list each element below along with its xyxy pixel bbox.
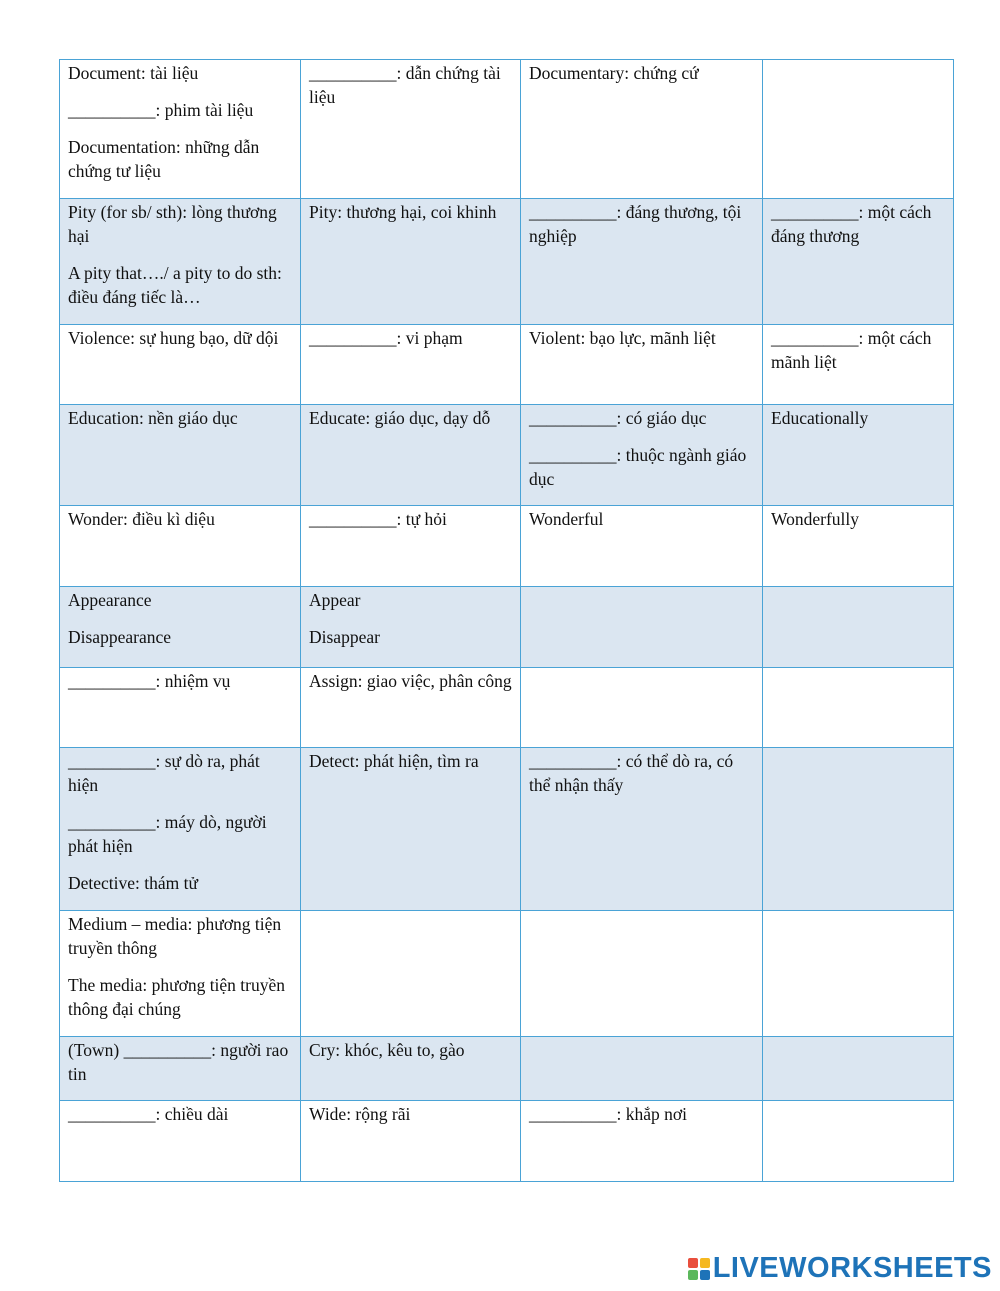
- table-cell: [763, 506, 954, 587]
- logo-text: LIVEWORKSHEETS: [712, 1252, 992, 1284]
- cell-text: Cry: khóc, kêu to, gào: [309, 1040, 465, 1060]
- cell-text: The media: phương tiện truyền thông đại chúng: [68, 975, 286, 1019]
- cell-text: __________: có giáo dục: [529, 408, 707, 428]
- cell-text: Detect: phát hiện, tìm ra: [309, 751, 479, 771]
- table-cell: [763, 199, 954, 325]
- table-row: [60, 405, 954, 506]
- table-row: [60, 587, 954, 668]
- cell-text: __________: thuộc ngành giáo dục: [529, 445, 747, 489]
- table-cell: [521, 199, 763, 325]
- table-row: [60, 748, 954, 911]
- table-cell: [60, 587, 301, 668]
- cell-text: Pity (for sb/ sth): lòng thương hại: [68, 202, 277, 246]
- table-cell: [301, 405, 521, 506]
- table-cell: [301, 668, 521, 748]
- cell-text: __________: máy dò, người phát hiện: [68, 812, 267, 856]
- cell-text: __________: tự hỏi: [309, 509, 447, 529]
- table-cell: [521, 1037, 763, 1101]
- table-cell: [763, 587, 954, 668]
- table-row: [60, 911, 954, 1037]
- cell-text: Wide: rộng rãi: [309, 1104, 411, 1124]
- cell-text: Document: tài liệu: [68, 63, 199, 83]
- logo-box: [700, 1270, 710, 1280]
- table-cell: [521, 587, 763, 668]
- table-row: [60, 325, 954, 405]
- cell-text: Appearance: [68, 590, 152, 610]
- table-cell: [301, 199, 521, 325]
- logo-box: [700, 1258, 710, 1268]
- table-cell: [521, 506, 763, 587]
- cell-text: Documentary: chứng cứ: [529, 63, 699, 83]
- table-row: [60, 668, 954, 748]
- table-row: [60, 506, 954, 587]
- table-cell: [60, 748, 301, 911]
- table-cell: [521, 60, 763, 199]
- cell-text: Education: nền giáo dục: [68, 408, 238, 428]
- table-cell: [60, 506, 301, 587]
- cell-text: __________: khắp nơi: [529, 1104, 687, 1124]
- table-cell: [60, 325, 301, 405]
- table-cell: [763, 748, 954, 911]
- table-cell: [60, 911, 301, 1037]
- cell-text: __________: sự dò ra, phát hiện: [68, 751, 260, 795]
- cell-text: __________: đáng thương, tội nghiệp: [529, 202, 742, 246]
- cell-text: __________: nhiệm vụ: [68, 671, 231, 691]
- table-cell: [763, 405, 954, 506]
- table-cell: [301, 506, 521, 587]
- cell-text: __________: có thể dò ra, có thể nhận thấy: [529, 751, 734, 795]
- table-cell: [301, 60, 521, 199]
- cell-text: Wonder: điều kì diệu: [68, 509, 215, 529]
- cell-text: Appear: [309, 590, 361, 610]
- cell-text: Educationally: [771, 408, 869, 428]
- table-cell: [301, 325, 521, 405]
- cell-text: Assign: giao việc, phân công: [309, 671, 512, 691]
- cell-text: __________: phim tài liệu: [68, 100, 254, 120]
- cell-text: __________: một cách đáng thương: [771, 202, 932, 246]
- table-cell: [521, 748, 763, 911]
- cell-text: Disappearance: [68, 627, 171, 647]
- vocabulary-table: [59, 59, 954, 1182]
- table-cell: [301, 587, 521, 668]
- table-cell: [763, 911, 954, 1037]
- table-row: [60, 60, 954, 199]
- table-cell: [60, 60, 301, 199]
- table-cell: [60, 668, 301, 748]
- table-cell: [763, 1037, 954, 1101]
- logo-box: [688, 1258, 698, 1268]
- table-cell: [301, 1037, 521, 1101]
- cell-text: __________: một cách mãnh liệt: [771, 328, 932, 372]
- cell-text: A pity that…./ a pity to do sth: điều đáng tiếc là…: [68, 263, 282, 307]
- vocabulary-table-body: [60, 60, 954, 1182]
- liveworksheets-logo: [688, 1252, 992, 1285]
- table-cell: [60, 199, 301, 325]
- table-row: [60, 1037, 954, 1101]
- table-row: [60, 199, 954, 325]
- table-cell: [301, 911, 521, 1037]
- table-cell: [763, 1101, 954, 1182]
- cell-text: __________: chiều dài: [68, 1104, 229, 1124]
- cell-text: (Town) __________: người rao tin: [68, 1040, 289, 1084]
- cell-text: Violent: bạo lực, mãnh liệt: [529, 328, 716, 348]
- cell-text: Disappear: [309, 627, 380, 647]
- logo-box: [688, 1270, 698, 1280]
- cell-text: __________: vi phạm: [309, 328, 463, 348]
- table-cell: [301, 748, 521, 911]
- table-cell: [60, 405, 301, 506]
- table-cell: [60, 1037, 301, 1101]
- table-cell: [763, 60, 954, 199]
- table-cell: [521, 325, 763, 405]
- cell-text: Documentation: những dẫn chứng tư liệu: [68, 137, 260, 181]
- cell-text: __________: dẫn chứng tài liệu: [309, 63, 501, 107]
- cell-text: Wonderfully: [771, 509, 860, 529]
- table-row: [60, 1101, 954, 1182]
- cell-text: Medium – media: phương tiện truyền thông: [68, 914, 282, 958]
- cell-text: Educate: giáo dục, dạy dỗ: [309, 408, 491, 428]
- table-cell: [521, 668, 763, 748]
- logo-color-boxes-icon: [688, 1258, 710, 1280]
- cell-text: Violence: sự hung bạo, dữ dội: [68, 328, 279, 348]
- table-cell: [521, 405, 763, 506]
- table-cell: [521, 1101, 763, 1182]
- table-cell: [763, 668, 954, 748]
- table-cell: [763, 325, 954, 405]
- cell-text: Pity: thương hại, coi khinh: [309, 202, 497, 222]
- cell-text: Detective: thám tử: [68, 873, 198, 893]
- table-cell: [60, 1101, 301, 1182]
- cell-text: Wonderful: [529, 509, 604, 529]
- table-cell: [521, 911, 763, 1037]
- table-cell: [301, 1101, 521, 1182]
